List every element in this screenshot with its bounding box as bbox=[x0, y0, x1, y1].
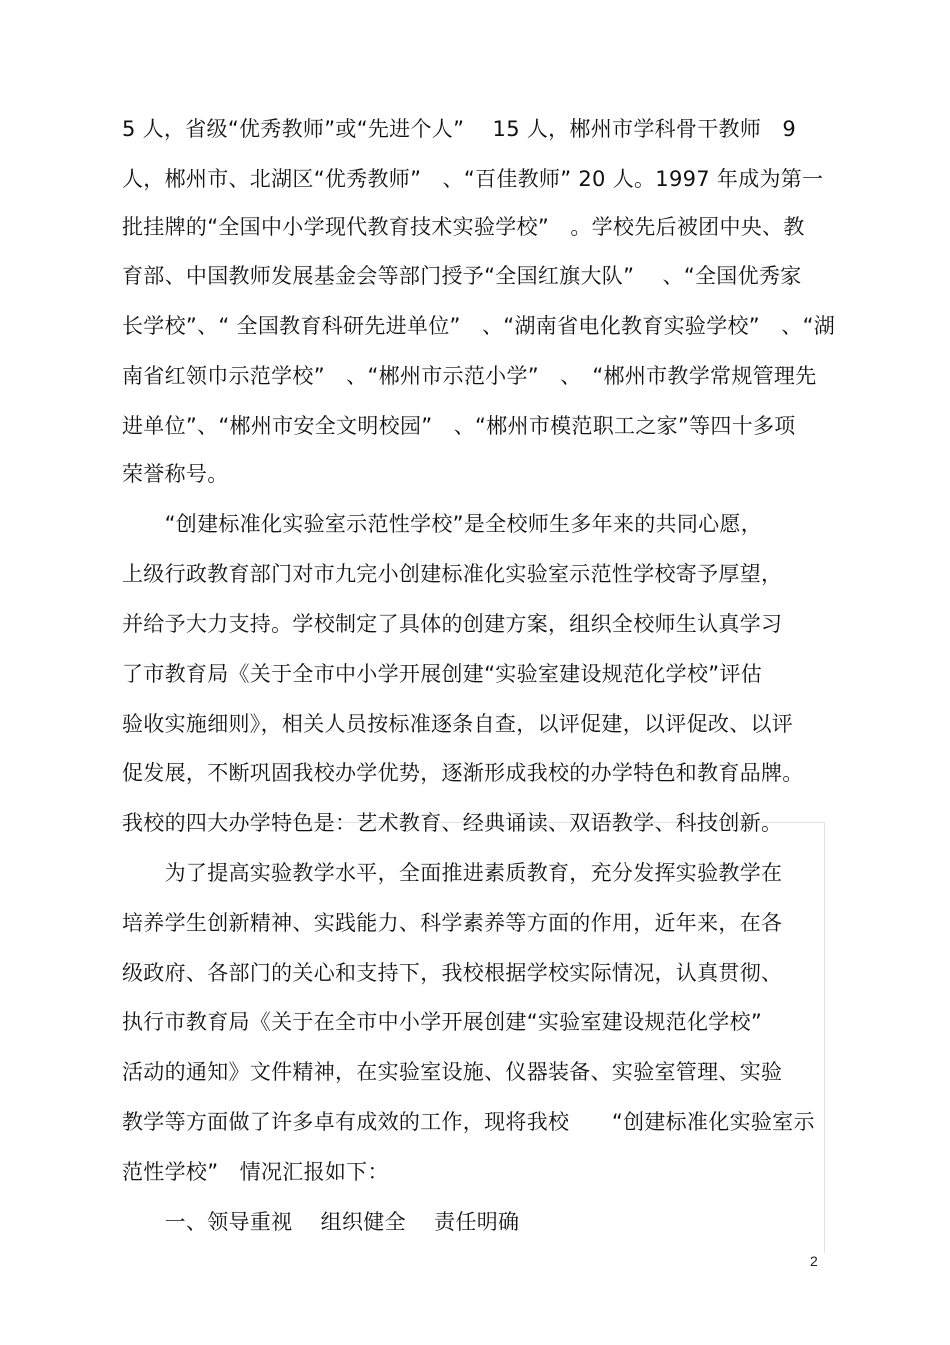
page-number: 2 bbox=[810, 1253, 818, 1269]
text-line: 验收实施细则》，相关人员按标准逐条自查，以评促建，以评促改、以评 bbox=[122, 712, 794, 736]
text-line: 并给予大力支持。学校制定了具体的创建方案，组织全校师生认真学习 bbox=[122, 612, 783, 636]
text-line: 南省红领巾示范学校” 、“郴州市示范小学” 、 “郴州市教学常规管理先 bbox=[122, 364, 817, 388]
text-line: “创建标准化实验室示范性学校”是全校师生多年来的共同心愿， bbox=[122, 512, 763, 536]
text-line: 教学等方面做了许多卓有成效的工作，现将我校 “创建标准化实验室示 bbox=[122, 1110, 815, 1134]
section-heading: 一、领导重视 组织健全 责任明确 bbox=[122, 1210, 520, 1234]
text-line: 为了提高实验教学水平，全面推进素质教育，充分发挥实验教学在 bbox=[122, 861, 783, 885]
text-line: 执行市教育局《关于在全市中小学开展创建“实验室建设规范化学校” bbox=[122, 1010, 763, 1034]
text-line: 我校的四大办学特色是：艺术教育、经典诵读、双语教学、科技创新。 bbox=[122, 811, 783, 835]
text-line: 荣誉称号。 bbox=[122, 462, 229, 486]
text-line: 长学校”、“ 全国教育科研先进单位” 、“湖南省电化教育实验学校” 、“湖 bbox=[122, 314, 836, 338]
text-line: 进单位”、“郴州市安全文明校园” 、“郴州市模范职工之家”等四十多项 bbox=[122, 414, 796, 438]
text-line: 活动的通知》文件精神，在实验室设施、仪器装备、实验室管理、实验 bbox=[122, 1060, 783, 1084]
text-line: 5 人，省级“优秀教师”或“先进个人” 15 人，郴州市学科骨干教师 9 bbox=[122, 117, 797, 141]
text-line: 人，郴州市、北湖区“优秀教师” 、“百佳教师” 20 人。1997 年成为第一 bbox=[122, 167, 824, 191]
text-line: 培养学生创新精神、实践能力、科学素养等方面的作用，近年来，在各 bbox=[122, 911, 783, 935]
text-line: 促发展，不断巩固我校办学优势，逐渐形成我校的办学特色和教育品牌。 bbox=[122, 761, 804, 785]
text-line: 级政府、各部门的关心和支持下，我校根据学校实际情况，认真贯彻、 bbox=[122, 961, 783, 985]
text-line: 育部、中国教师发展基金会等部门授予“全国红旗大队” 、“全国优秀家 bbox=[122, 264, 802, 288]
text-line: 上级行政教育部门对市九完小创建标准化实验室示范性学校寄予厚望， bbox=[122, 562, 783, 586]
text-line: 了市教育局《关于全市中小学开展创建“实验室建设规范化学校”评估 bbox=[122, 662, 763, 686]
text-line: 批挂牌的“全国中小学现代教育技术实验学校” 。学校先后被团中央、教 bbox=[122, 215, 805, 239]
text-line: 范性学校” 情况汇报如下： bbox=[122, 1160, 389, 1184]
